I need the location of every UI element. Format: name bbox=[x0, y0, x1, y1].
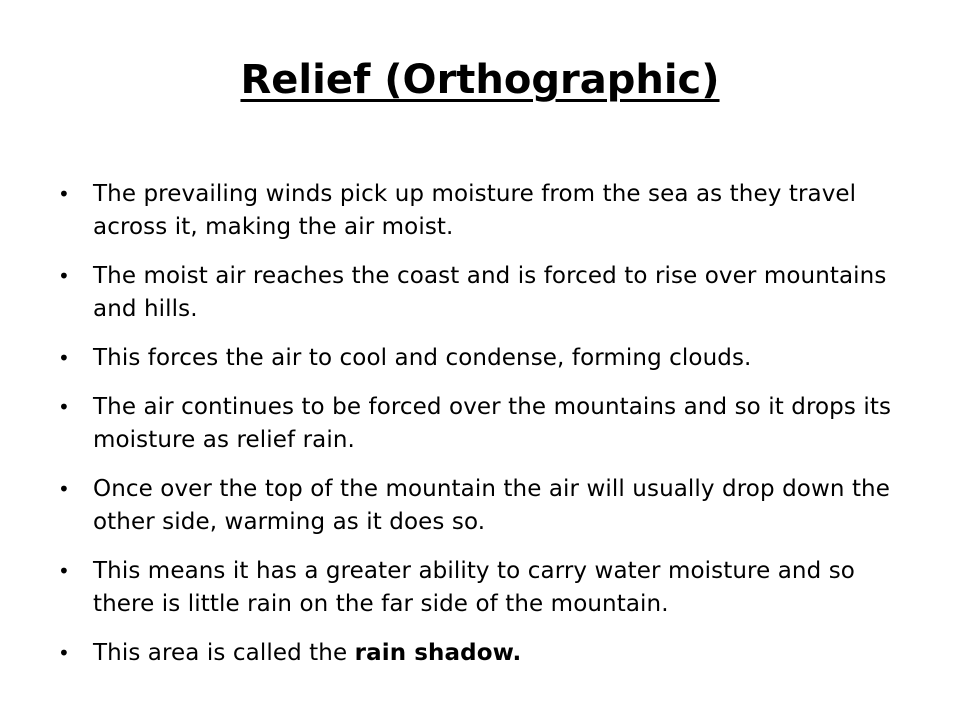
bullet-text bbox=[93, 640, 521, 666]
bullet-text-prefix: This area is called the bbox=[93, 640, 355, 666]
bullet-icon: • bbox=[58, 346, 70, 370]
bullet-text: The moist air reaches the coast and is forced to rise over mountains and hills. bbox=[93, 263, 887, 322]
bullet-item-4 bbox=[58, 391, 908, 457]
bullet-item-1 bbox=[58, 178, 908, 244]
slide-title-text: Relief (Orthographic) bbox=[240, 57, 720, 103]
bullet-text: The air continues to be forced over the mountains and so it drops its moisture as relief rain. bbox=[93, 394, 892, 453]
bullet-icon: • bbox=[58, 559, 70, 583]
bullet-item-5 bbox=[58, 473, 908, 539]
bullet-text-bold: rain shadow. bbox=[354, 640, 522, 666]
bullet-text: This means it has a greater ability to carry water moisture and so there is little rain on the far side of the mountain. bbox=[93, 558, 855, 617]
bullet-list bbox=[58, 178, 908, 686]
bullet-item-7 bbox=[58, 637, 908, 670]
bullet-item-3 bbox=[58, 342, 908, 375]
bullet-text: Once over the top of the mountain the air will usually drop down the other side, warming as it does so. bbox=[93, 476, 890, 535]
bullet-icon: • bbox=[58, 264, 70, 288]
slide-title bbox=[0, 56, 960, 104]
bullet-text: This forces the air to cool and condense, forming clouds. bbox=[93, 345, 752, 371]
bullet-item-2 bbox=[58, 260, 908, 326]
bullet-icon: • bbox=[58, 182, 70, 206]
bullet-item-6 bbox=[58, 555, 908, 621]
bullet-icon: • bbox=[58, 477, 70, 501]
bullet-icon: • bbox=[58, 641, 70, 665]
bullet-icon: • bbox=[58, 395, 70, 419]
bullet-text: The prevailing winds pick up moisture from the sea as they travel across it, making the air moist. bbox=[93, 181, 857, 240]
